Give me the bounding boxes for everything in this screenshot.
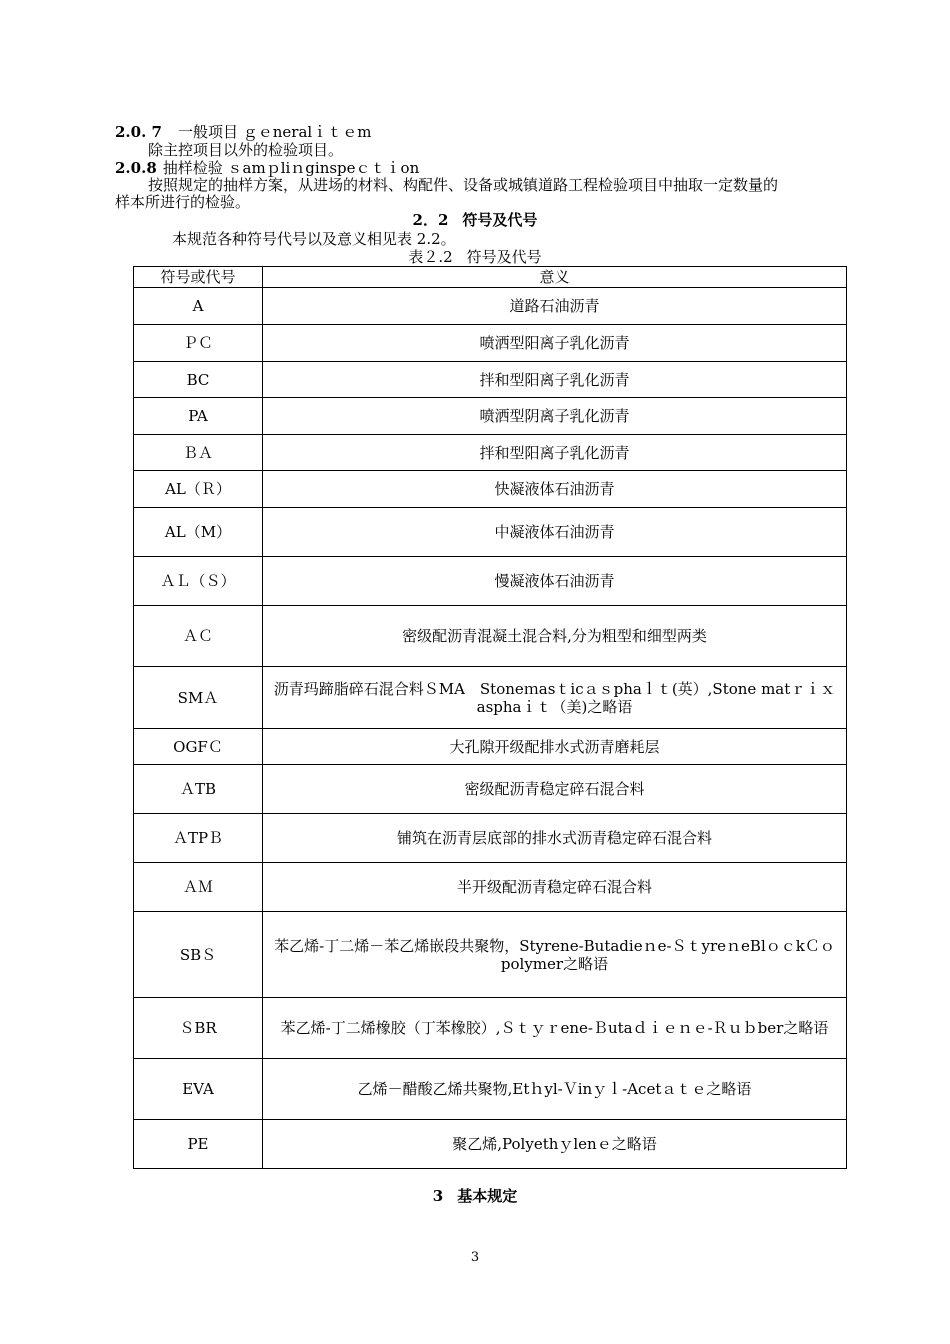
meaning-cell: 喷洒型阴离子乳化沥青 <box>263 398 847 435</box>
table-row <box>134 557 847 606</box>
code-cell: ＡＬ（Ｓ） <box>134 557 263 606</box>
term-number: 2.0. 7 <box>115 123 162 141</box>
code-cell: AL（Ｒ） <box>134 471 263 508</box>
code-cell: ＡＭ <box>134 863 263 912</box>
section-heading <box>0 212 950 229</box>
table-row <box>134 435 847 471</box>
code-cell: ＡＣ <box>134 606 263 667</box>
code-cell: ＳBR <box>134 998 263 1059</box>
symbols-table <box>133 266 851 1169</box>
table-row <box>134 325 847 362</box>
table-row <box>134 1059 847 1120</box>
code-cell: BC <box>134 362 263 398</box>
meaning-cell: 喷洒型阳离子乳化沥青 <box>263 325 847 362</box>
code-cell: ＡTB <box>134 765 263 814</box>
code-cell: PA <box>134 398 263 435</box>
term-2-0-8-definition-line2: 样本所进行的检验。 <box>115 193 251 211</box>
table-row <box>134 398 847 435</box>
table-row <box>134 471 847 508</box>
meaning-cell: 半开级配沥青稳定碎石混合料 <box>263 863 847 912</box>
term-title: 抽样检验 ｓamｐliｎginspeｃｔｉon <box>162 159 420 177</box>
table-row <box>134 288 847 325</box>
table-caption-number: 表２.2 <box>408 248 453 266</box>
table-row <box>134 998 847 1059</box>
meaning-cell: 中凝液体石油沥青 <box>263 508 847 557</box>
meaning-cell: 道路石油沥青 <box>263 288 847 325</box>
table-row <box>134 362 847 398</box>
meaning-cell: 密级配沥青混凝土混合料,分为粗型和细型两类 <box>263 606 847 667</box>
table-row <box>134 606 847 667</box>
page-number: 3 <box>470 1250 480 1265</box>
code-cell: ＰＣ <box>134 325 263 362</box>
column-header-code: 符号或代号 <box>134 267 263 288</box>
code-cell: OGFＣ <box>134 729 263 765</box>
code-cell: SBＳ <box>134 912 263 998</box>
code-cell: AL（M） <box>134 508 263 557</box>
meaning-cell: 乙烯－醋酸乙烯共聚物,Etｈyl-Ｖinｙｌ-Acetａｔｅ之略语 <box>263 1059 847 1120</box>
meaning-cell: 聚乙烯,Polyethｙlenｅ之略语 <box>263 1120 847 1169</box>
meaning-cell: 拌和型阳离子乳化沥青 <box>263 435 847 471</box>
table-row <box>134 667 847 729</box>
code-cell: EVA <box>134 1059 263 1120</box>
table-caption-title: 符号及代号 <box>466 248 542 266</box>
table-row <box>134 1120 847 1169</box>
meaning-cell: 拌和型阳离子乳化沥青 <box>263 362 847 398</box>
chapter-heading <box>0 1188 950 1205</box>
table-row <box>134 765 847 814</box>
meaning-cell: 沥青玛蹄脂碎石混合料ＳMA Stoneｍasｔicａｓphaｌｔ(英）,Stone matｒｉｘ asphaｉｔ（美)之略语 <box>263 667 847 729</box>
table-row <box>134 912 847 998</box>
meaning-cell: 快凝液体石油沥青 <box>263 471 847 508</box>
code-cell: SMＡ <box>134 667 263 729</box>
meaning-cell: 大孔隙开级配排水式沥青磨耗层 <box>263 729 847 765</box>
table-row <box>134 863 847 912</box>
table-row <box>134 508 847 557</box>
section-title: 符号及代号 <box>462 211 538 229</box>
meaning-cell: 铺筑在沥青层底部的排水式沥青稳定碎石混合料 <box>263 814 847 863</box>
code-cell: PE <box>134 1120 263 1169</box>
term-2-0-8-definition-line1: 按照规定的抽样方案，从进场的材料、构配件、设备或城镇道路工程检验项目中抽取一定数量的 <box>148 176 779 194</box>
term-number: 2.0.8 <box>115 159 157 177</box>
term-2-0-7-definition: 除主控项目以外的检验项目。 <box>148 141 344 159</box>
chapter-title: 基本规定 <box>457 1187 518 1205</box>
meaning-cell: 密级配沥青稳定碎石混合料 <box>263 765 847 814</box>
table-row <box>134 814 847 863</box>
section-intro: 本规范各种符号代号以及意义相见表 2.2。 <box>172 230 456 248</box>
table-row <box>134 729 847 765</box>
term-2-0-8-heading <box>115 160 419 177</box>
table-header-row <box>134 267 847 288</box>
table-caption <box>0 249 950 266</box>
column-header-meaning: 意义 <box>263 267 847 288</box>
code-cell: ＡTPＢ <box>134 814 263 863</box>
chapter-number: 3 <box>432 1187 444 1205</box>
term-2-0-7-heading <box>115 124 371 141</box>
term-title: 一般项目 ｇｅneralｉｔｅm <box>177 123 372 141</box>
meaning-cell: 慢凝液体石油沥青 <box>263 557 847 606</box>
meaning-cell: 苯乙烯-丁二烯橡胶（丁苯橡胶）,Ｓｔｙｒene-Ｂutaｄｉｅｎｅ-Ｒｕｂber之略语 <box>263 998 847 1059</box>
code-cell: ＢＡ <box>134 435 263 471</box>
code-cell: A <box>134 288 263 325</box>
section-number: 2．2 <box>412 211 449 229</box>
meaning-cell: 苯乙烯-丁二烯－苯乙烯嵌段共聚物，Styrene-Butadieｎe-ＳｔyreｎeBlｏｃkＣｏpolymer之略语 <box>263 912 847 998</box>
